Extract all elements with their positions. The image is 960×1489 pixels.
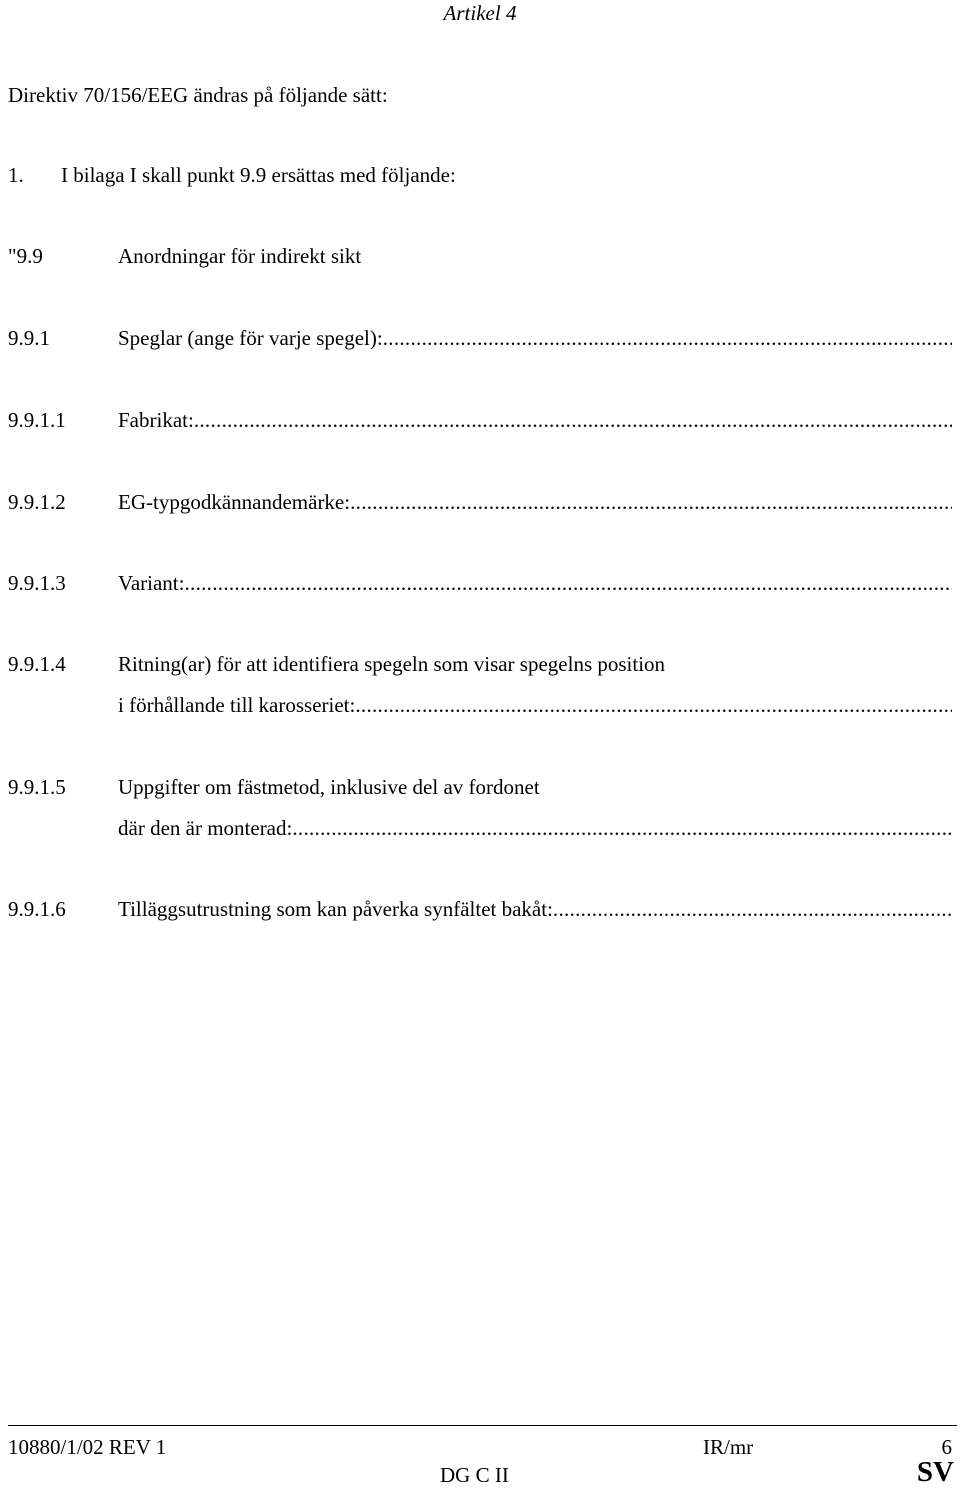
item-9-9-1-3 [8, 570, 952, 596]
item-label: Variant: [118, 571, 185, 595]
dot-leader [292, 815, 952, 841]
point-text: I bilaga I skall punkt 9.9 ersättas med följande: [61, 163, 456, 187]
item-second-line [118, 692, 952, 718]
item-9-9-1-2 [8, 489, 952, 515]
footer-rule [8, 1425, 957, 1426]
footer-doc-ref: 10880/1/02 REV 1 [8, 1435, 167, 1459]
point-1 [8, 162, 456, 188]
item-first-line: Uppgifter om fästmetod, inklusive del av fordonet [118, 775, 540, 799]
item-entry [118, 407, 952, 433]
dot-leader [355, 692, 952, 718]
dot-leader [553, 896, 952, 922]
item-label: Speglar (ange för varje spegel): [118, 326, 383, 350]
footer-directorate: DG C II [440, 1463, 509, 1487]
dot-leader [383, 325, 952, 351]
dot-leader [350, 489, 952, 515]
item-9-9-1-6 [8, 896, 952, 922]
page-heading: Artikel 4 [443, 1, 517, 25]
item-entry [118, 651, 952, 718]
section-title: Anordningar för indirekt sikt [118, 244, 362, 268]
item-number: 9.9.1.5 [8, 775, 66, 799]
item-number: 9.9.1.2 [8, 490, 66, 514]
item-first-line: Ritning(ar) för att identifiera spegeln som visar spegelns position [118, 652, 666, 676]
item-label: Fabrikat: [118, 408, 194, 432]
item-label: där den är monterad: [118, 816, 293, 840]
dot-leader [184, 570, 952, 596]
item-entry [118, 570, 952, 596]
item-number: 9.9.1 [8, 326, 50, 350]
intro-line: Direktiv 70/156/EEG ändras på följande sätt: [8, 83, 388, 107]
footer-language: SV [916, 1456, 954, 1488]
item-second-line [118, 815, 952, 841]
item-label: EG-typgodkännandemärke: [118, 490, 351, 514]
item-9-9-1-5 [8, 774, 952, 841]
footer-initials: IR/mr [703, 1435, 754, 1459]
item-9-9-1-1 [8, 407, 952, 433]
section-number: "9.9 [8, 244, 43, 268]
item-number: 9.9.1.4 [8, 652, 66, 676]
item-number: 9.9.1.6 [8, 897, 66, 921]
section-heading [8, 243, 952, 269]
item-9-9-1-4 [8, 651, 952, 718]
item-9-9-1 [8, 325, 952, 351]
item-number: 9.9.1.1 [8, 408, 66, 432]
item-entry [118, 489, 952, 515]
item-entry [118, 325, 952, 351]
point-number: 1. [8, 163, 24, 187]
dot-leader [194, 407, 952, 433]
item-number: 9.9.1.3 [8, 571, 66, 595]
footer-page-number: 6 [941, 1435, 952, 1459]
item-label: Tilläggsutrustning som kan påverka synfältet bakåt: [118, 897, 553, 921]
item-entry [118, 896, 952, 922]
item-entry [118, 774, 952, 841]
item-label: i förhållande till karosseriet: [118, 693, 356, 717]
